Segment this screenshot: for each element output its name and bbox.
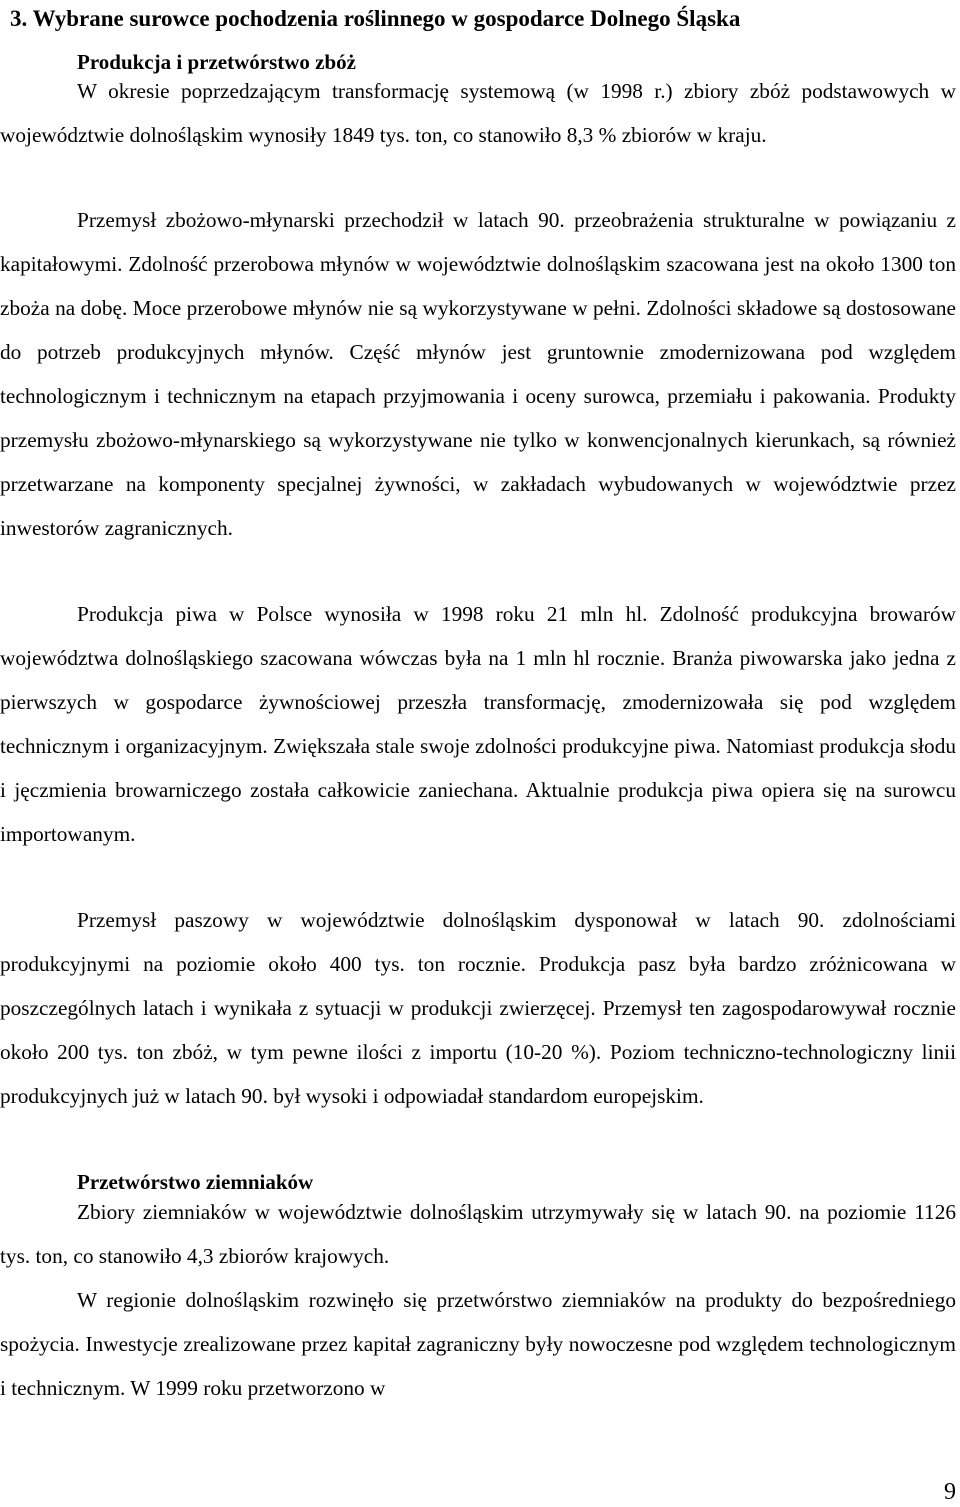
paragraph-feed-industry: Przemysł paszowy w województwie dolnośląskim dysponował w latach 90. zdolnościami produkcyjnymi na poziomie około 400 tys. ton rocznie. Produkcja pasz była bardzo zróżnicowana w poszczególnych latach i wynikała z sytuacji w produkcji zwierzęcej. Przemysł ten zagospodarowywał rocznie około 200 tys. ton zbóż, w tym pewne ilości z importu (10-20 %). Poziom techniczno-technologiczny linii produkcyjnych już w latach 90. był wysoki i odpowiadał standardom europejskim. bbox=[0, 908, 956, 1108]
paragraph-milling-industry: Przemysł zbożowo-młynarski przechodził w latach 90. przeobrażenia strukturalne w powiązaniu z kapitałowymi. Zdolność przerobowa młynów w województwie dolnośląskim szacowana jest na około 1300 ton zboża na dobę. Moce przerobowe młynów nie są wykorzystywane w pełni. Zdolności składowe są dostosowane do potrzeb produkcyjnych młynów. Część młynów jest gruntownie zmodernizowana pod względem technologicznym i technicznym na etapach przyjmowania i oceny surowca, przemiału i pakowania. Produkty przemysłu zbożowo-młynarskiego są wykorzystywane nie tylko w konwencjonalnych kierunkach, są również przetwarzane na komponenty specjalnej żywności, w zakładach wybudowanych w województwie przez inwestorów zagranicznych. bbox=[0, 208, 956, 540]
page-number: 9 bbox=[944, 1479, 956, 1505]
paragraph-potato-harvest: Zbiory ziemniaków w województwie dolnośląskim utrzymywały się w latach 90. na poziomie 1126 tys. ton, co stanowiło 4,3 zbiorów krajowych. bbox=[0, 1200, 956, 1268]
chapter-title: 3. Wybrane surowce pochodzenia roślinnego w gospodarce Dolnego Śląska bbox=[10, 6, 741, 31]
paragraph-beer-production: Produkcja piwa w Polsce wynosiła w 1998 roku 21 mln hl. Zdolność produkcyjna browarów województwa dolnośląskiego szacowana wówczas była na 1 mln hl rocznie. Branża piwowarska jako jedna z pierwszych w gospodarce żywnościowej przeszła transformację, zmodernizowała się pod względem technicznym i organizacyjnym. Zwiększała stale swoje zdolności produkcyjne piwa. Natomiast produkcja słodu i jęczmienia browarniczego została całkowicie zaniechana. Aktualnie produkcja piwa opiera się na surowcu importowanym. bbox=[0, 602, 956, 846]
paragraph-grain-harvest: W okresie poprzedzającym transformację systemową (w 1998 r.) zbiory zbóż podstawowych w województwie dolnośląskim wynosiły 1849 tys. ton, co stanowiło 8,3 % zbiorów w kraju. bbox=[0, 79, 956, 147]
paragraph-potato-processing: W regionie dolnośląskim rozwinęło się przetwórstwo ziemniaków na produkty do bezpośredniego spożycia. Inwestycje zrealizowane przez kapitał zagraniczny były nowoczesne pod względem technologicznym i technicznym. W 1999 roku przetworzono w bbox=[0, 1288, 956, 1400]
section-heading-grain: Produkcja i przetwórstwo zbóż bbox=[77, 50, 356, 74]
section-heading-potato: Przetwórstwo ziemniaków bbox=[77, 1170, 314, 1194]
